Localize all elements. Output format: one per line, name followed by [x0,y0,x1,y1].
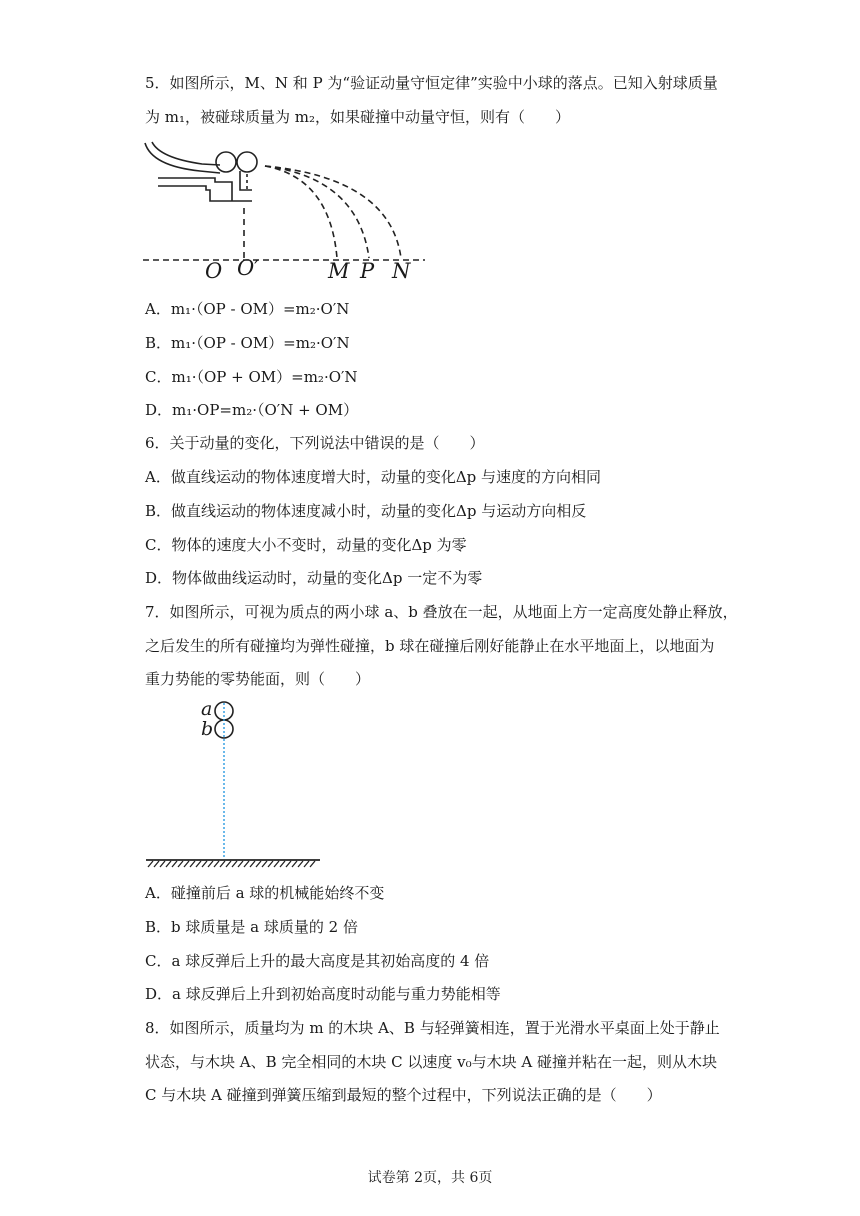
label-O-prime: O′ [237,256,259,280]
page-footer: 试卷第 2页，共 6页 [367,1170,493,1186]
q7-option-a: A．碰撞前后 a 球的机械能始终不变 [145,884,385,902]
q5-option-b: B．m₁·（OP - OM）=m₂·O′N [145,334,350,352]
label-N: N [392,259,411,283]
q5-stem-line-1: 5．如图所示，M、N 和 P 为“验证动量守恒定律”实验中小球的落点。已知入射球质量 [145,74,718,92]
q5-option-c: C．m₁·（OP + OM）=m₂·O′N [145,368,358,386]
q7-stem-line-1: 7．如图所示，可视为质点的两小球 a、b 叠放在一起，从地面上方一定高度处静止释放， [145,603,738,621]
label-ball-b: b [201,718,214,740]
q6-option-c: C．物体的速度大小不变时，动量的变化Δp 为零 [145,536,467,554]
q7-figure [140,695,330,877]
q7-stem-line-2: 之后发生的所有碰撞均为弹性碰撞，b 球在碰撞后刚好能静止在水平地面上，以地面为 [145,637,715,655]
q8-stem-line-1: 8．如图所示，质量均为 m 的木块 A、B 与轻弹簧相连，置于光滑水平桌面上处于静止 [145,1019,720,1037]
label-M: M [328,259,350,283]
q7-option-c: C．a 球反弹后上升的最大高度是其初始高度的 4 倍 [145,952,490,970]
q5-option-d: D．m₁·OP=m₂·（O′N + OM） [145,401,359,419]
q6-option-b: B．做直线运动的物体速度减小时，动量的变化Δp 与运动方向相反 [145,502,587,520]
label-ball-a: a [201,698,213,720]
q6-option-d: D．物体做曲线运动时，动量的变化Δp 一定不为零 [145,569,483,587]
q7-stem-line-3: 重力势能的零势能面，则（ ） [145,670,371,688]
q6-option-a: A．做直线运动的物体速度增大时，动量的变化Δp 与速度的方向相同 [145,468,602,486]
q5-option-a: A．m₁·（OP - OM）=m₂·O′N [145,300,350,318]
label-P: P [360,259,375,283]
q8-stem-line-2: 状态，与木块 A、B 完全相同的木块 C 以速度 v₀与木块 A 碰撞并粘在一起，则从木块 [145,1053,718,1071]
q5-figure [140,138,430,288]
q6-stem: 6．关于动量的变化，下列说法中错误的是（ ） [145,434,485,452]
q7-option-b: B．b 球质量是 a 球质量的 2 倍 [145,918,358,936]
q8-stem-line-3: C 与木块 A 碰撞到弹簧压缩到最短的整个过程中，下列说法正确的是（ ） [145,1086,662,1104]
q5-stem-line-2: 为 m₁，被碰球质量为 m₂，如果碰撞中动量守恒，则有（ ） [145,108,571,126]
q7-option-d: D．a 球反弹后上升到初始高度时动能与重力势能相等 [145,985,501,1003]
label-O: O [205,259,223,283]
